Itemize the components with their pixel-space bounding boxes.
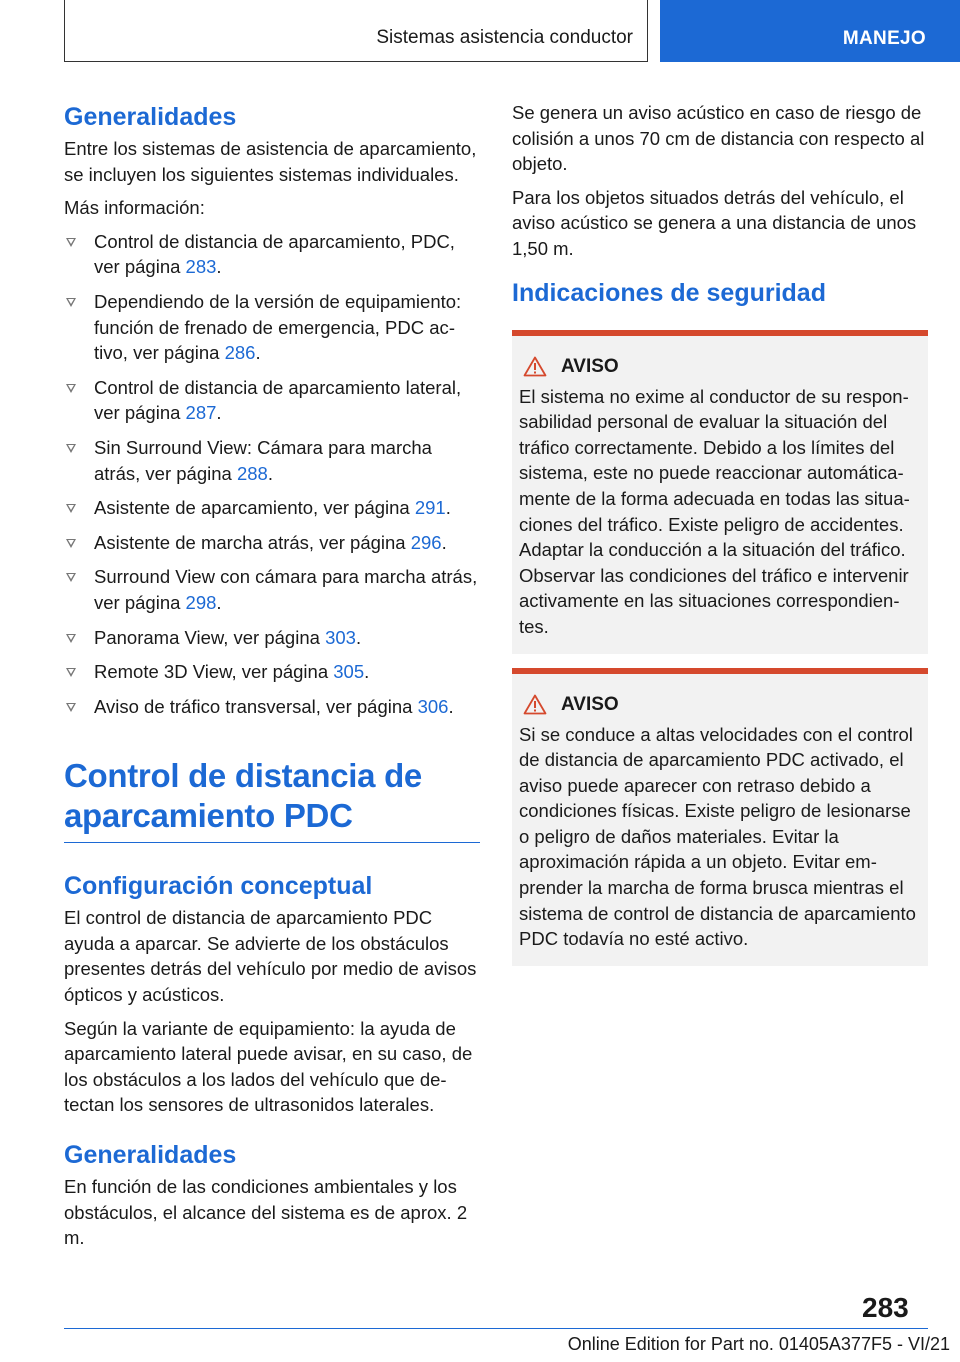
list-item: Remote 3D View, ver página 305. <box>64 659 480 685</box>
triangle-bullet-icon <box>66 703 76 712</box>
page-link[interactable]: 288 <box>236 462 268 484</box>
header-chapter-title: MANEJO <box>842 28 926 49</box>
list-item: Aviso de tráfico transversal, ver página 306. <box>64 694 480 720</box>
page-link[interactable]: 286 <box>224 342 256 364</box>
page-link[interactable]: 303 <box>325 626 356 648</box>
heading-pdc: Control de distancia de aparcamiento PDC <box>64 757 422 835</box>
list-item: Control de distancia de aparcamiento lateral, ver página 287. <box>64 375 480 426</box>
cross-reference-list <box>64 229 480 720</box>
page-number: 283 <box>862 1292 909 1323</box>
heading-configuracion: Configuración conceptual <box>64 872 373 901</box>
paragraph-acoustic-1: Se genera un aviso acústico en caso de riesgo de colisión a unos 70 cm de distancia con respecto al objeto. <box>512 102 925 175</box>
triangle-bullet-icon <box>66 238 76 247</box>
list-item: Sin Surround View: Cámara para marcha atrás, ver página 288. <box>64 435 480 486</box>
list-item: Dependiendo de la versión de equipamiento: función de frenado de emergencia, PDC activo, ver página 286. <box>64 289 480 366</box>
triangle-bullet-icon <box>66 634 76 643</box>
list-item: Surround View con cámara para marcha atrás, ver página 298. <box>64 564 480 615</box>
heading-seguridad: Indicaciones de seguridad <box>512 278 826 307</box>
heading-rule <box>64 842 480 843</box>
left-column <box>64 100 480 1259</box>
paragraph-config-2: Según la variante de equipamiento: la ayuda de aparcamiento lateral puede avisar, en su caso, de los obstáculos a los lados del vehículo que detectan los sensores de ultrasonidos laterales. <box>64 1017 473 1116</box>
list-item: Control de distancia de aparcamiento, PDC, ver página 283. <box>64 229 480 280</box>
list-item: Asistente de marcha atrás, ver página 296. <box>64 530 480 556</box>
warning-box <box>512 668 928 966</box>
paragraph-range: En función de las condiciones ambientales y los obstáculos, el alcance del sistema es de aprox. 2 m. <box>64 1176 468 1249</box>
list-item: Asistente de aparcamiento, ver página 291. <box>64 495 480 521</box>
footer-rule <box>64 1328 928 1329</box>
triangle-bullet-icon <box>66 384 76 393</box>
page-link[interactable]: 298 <box>185 591 217 613</box>
warning-triangle-icon <box>523 356 547 377</box>
triangle-bullet-icon <box>66 573 76 582</box>
heading-generalidades-2: Generalidades <box>64 1141 237 1170</box>
header-section-title: Sistemas asistencia conductor <box>376 27 633 48</box>
warning-text: Si se conduce a altas velocidades con el control de distancia de aparcamiento PDC activado, el aviso puede aparecer con retraso debido a condiciones físicas. Existe peligro de lesionarse o peligro de daños materiales. Evitar la aproximación rápida a un objeto. Evitar emprender la marcha de forma brusca mientras el sistema de control de distancia de aparcamiento PDC todavía no esté activo. <box>519 723 916 950</box>
warning-triangle-icon <box>523 694 547 715</box>
page-link[interactable]: 305 <box>333 661 365 683</box>
page-link[interactable]: 283 <box>185 256 217 278</box>
page-link[interactable]: 287 <box>185 402 217 424</box>
warning-box <box>512 330 928 654</box>
warning-label: AVISO <box>561 355 619 377</box>
paragraph-more-info: Más información: <box>64 197 205 219</box>
triangle-bullet-icon <box>66 444 76 453</box>
page-link[interactable]: 291 <box>414 497 446 519</box>
paragraph-config-1: El control de distancia de aparcamiento PDC ayuda a aparcar. Se advierte de los obstáculos presentes detrás del vehículo por medio de avisos ópticos y acústicos. <box>64 907 477 1006</box>
footer-edition: Online Edition for Part no. 01405A377F5 - VI/21 <box>567 1334 950 1354</box>
header-chapter-tab <box>660 0 960 62</box>
page-link[interactable]: 306 <box>417 695 449 717</box>
header-section-box <box>64 0 648 62</box>
right-column <box>512 100 928 980</box>
paragraph-acoustic-2: Para los objetos situados detrás del vehículo, el aviso acústico se genera a una distancia de unos 1,50 m. <box>512 186 917 259</box>
warning-label: AVISO <box>561 693 619 715</box>
triangle-bullet-icon <box>66 504 76 513</box>
list-item: Panorama View, ver página 303. <box>64 625 480 651</box>
triangle-bullet-icon <box>66 668 76 677</box>
triangle-bullet-icon <box>66 298 76 307</box>
page-link[interactable]: 296 <box>410 531 442 553</box>
triangle-bullet-icon <box>66 539 76 548</box>
heading-generalidades: Generalidades <box>64 103 237 131</box>
warning-text: El sistema no exime al conductor de su responsabilidad personal de evaluar la situación del tráfico correctamente. Debido a los límites del sistema, este no puede reaccionar automáticamente de la forma adecuada en todas las situaciones del tráfico. Existe peligro de accidentes. Adaptar la conducción a la situación del tráfico. Observar las condiciones del tráfico e intervenir activamente en las situaciones correspondientes. <box>519 385 910 637</box>
paragraph-intro: Entre los sistemas de asistencia de aparcamiento, se incluyen los siguientes sistemas individuales. <box>64 138 477 185</box>
